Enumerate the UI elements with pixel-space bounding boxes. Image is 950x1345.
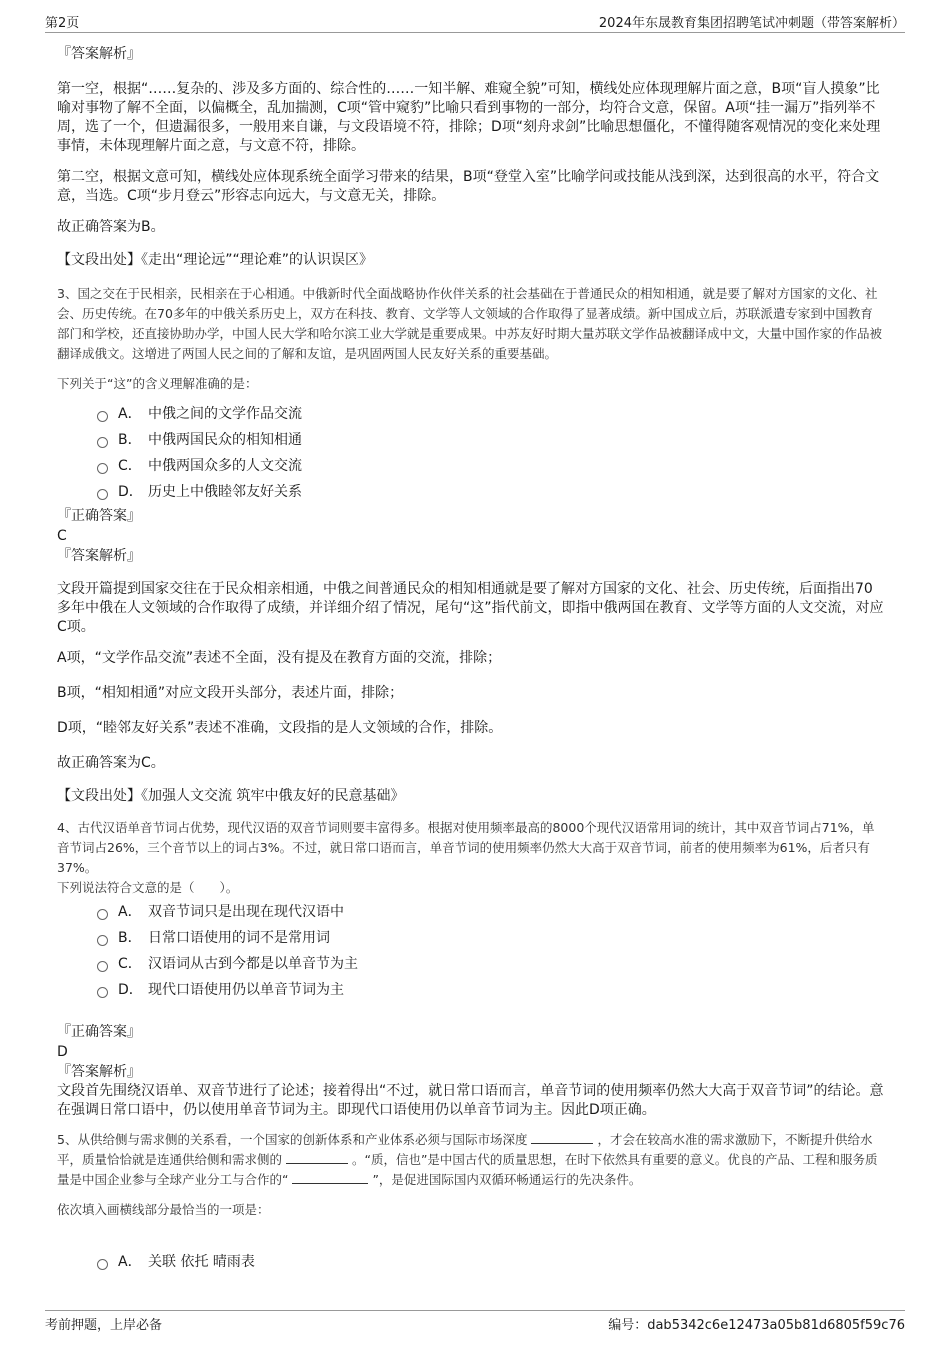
radio-icon[interactable]	[97, 463, 108, 474]
q5-stem: 5、从供给侧与需求侧的关系看，一个国家的创新体系和产业体系必须与国际市场深度 ，才会在较高水准的需求激励下，不断提升供给水平，质量恰恰就是连通供给侧和需求侧的 。“质，信也”是中国古代的质量思想，在时下依然具有重要的意义。优良的产品、工程和服务质量是中国企业参与全球产业分工与合作的“ ”，是促进国际国内双循环畅通运行的先决条件。	[57, 1132, 878, 1187]
q2-source	[57, 251, 885, 270]
q2-analysis-p1: 第一空，根据“……复杂的、涉及多方面的、综合性的……一知半解、难窥全貌”可知，横线处应体现理解片面之意，B项“盲人摸象”比喻对事物了解不全面，以偏概全，乱加揣测，C项“管中窥豹”比喻只看到事物的一部分，均符合文意，保留。A项“挂一漏万”指列举不周，选了一个，但遗漏很多，一般用来自谦，与文段语境不符，排除；D项“刻舟求剑”比喻思想僵化，不懂得随客观情况的变化来处理事情，未体现理解片面之意，与文意不符，排除。	[57, 81, 881, 154]
document-id: 编号：dab5342c6e12473a05b81d6805f59c76	[608, 1318, 905, 1333]
q3-source	[57, 787, 885, 806]
q3-answer: C	[57, 528, 67, 544]
q3-question: 下列关于“这”的含义理解准确的是：	[57, 376, 258, 391]
radio-icon[interactable]	[97, 909, 108, 920]
radio-icon[interactable]	[97, 987, 108, 998]
footer-divider	[45, 1310, 905, 1311]
source-label: 【文段出处】	[57, 788, 141, 804]
q2-analysis-p2: 第二空，根据文意可知，横线处应体现系统全面学习带来的结果，B项“登堂入室”比喻学问或技能从浅到深，达到很高的水平，符合文意，当选。C项“步月登云”形容志向远大，与文意无关，排除。	[57, 169, 880, 204]
answer-analysis-label: 『答案解析』	[57, 548, 141, 564]
q3-analysis-d: D项，“睦邻友好关系”表述不准确，文段指的是人文领域的合作，排除。	[57, 720, 503, 736]
q3-options	[97, 404, 885, 502]
header-divider	[45, 32, 905, 33]
q3-option-b[interactable]: B． 中俄两国民众的相知相通	[97, 430, 885, 450]
q4-options	[97, 902, 885, 1000]
radio-icon[interactable]	[97, 489, 108, 500]
document-title: 2024年东晟教育集团招聘笔试冲刺题（带答案解析）	[598, 16, 905, 31]
answer-analysis-label: 『答案解析』	[57, 1064, 141, 1080]
radio-icon[interactable]	[97, 935, 108, 946]
q5-blank-2	[286, 1152, 348, 1164]
q4-option-b[interactable]: B． 日常口语使用的词不是常用词	[97, 928, 885, 948]
q4-option-c[interactable]: C． 汉语词从古到今都是以单音节为主	[97, 954, 885, 974]
q3-analysis-p1: 文段开篇提到国家交往在于民众相亲相通，中俄之间普通民众的相知相通就是要了解对方国家的文化、社会、历史传统，后面指出70多年中俄在人文领域的合作取得了成绩，并详细介绍了情况，尾句“这”指代前文，即指中俄两国在教育、文学等方面的人文交流，对应C项。	[57, 581, 884, 635]
q2-conclusion: 故正确答案为B。	[57, 219, 165, 235]
footer-slogan: 考前押题，上岸必备	[45, 1318, 163, 1333]
q4-option-a[interactable]: A． 双音节词只是出现在现代汉语中	[97, 902, 885, 922]
q4-stem: 4、古代汉语单音节词占优势，现代汉语的双音节词则要丰富得多。根据对使用频率最高的8000个现代汉语常用词的统计，其中双音节词占71%，单音节词占26%，三个音节以上的词占3%。不过，就日常口语而言，单音节词的使用频率仍然大大高于双音节词，前者的使用频率为61%，后者只有37%。	[57, 820, 875, 875]
q3-analysis-b: B项，“相知相通”对应文段开头部分，表述片面，排除；	[57, 685, 404, 701]
q5-blank-3	[292, 1172, 368, 1184]
q3-conclusion: 故正确答案为C。	[57, 755, 165, 771]
source-label: 【文段出处】	[57, 252, 141, 268]
q3-option-a[interactable]: A． 中俄之间的文学作品交流	[97, 404, 885, 424]
correct-answer-label: 『正确答案』	[57, 1024, 141, 1040]
q3-stem: 3、国之交在于民相亲，民相亲在于心相通。中俄新时代全面战略协作伙伴关系的社会基础在于普通民众的相知相通，就是要了解对方国家的文化、社会、历史传统。在70多年的中俄关系历史上，双方在科技、教育、文学等人文领域的合作取得了显著成绩。新中国成立后，苏联派遣专家到中国教育部门和学校，还直接协助办学，中国人民大学和哈尔滨工业大学就是重要成果。中苏友好时期大量苏联文学作品被翻译成中文，大量中国作家的作品被翻译成俄文。这增进了两国人民之间的了解和友谊，是巩固两国人民友好关系的重要基础。	[57, 286, 883, 361]
q2-source-title: 《走出“理论远”“理论难”的认识误区》	[141, 252, 374, 268]
q3-option-d[interactable]: D． 历史上中俄睦邻友好关系	[97, 482, 885, 502]
page-content	[57, 44, 885, 1272]
q5-question: 依次填入画横线部分最恰当的一项是：	[57, 1202, 270, 1217]
q4-answer: D	[57, 1044, 68, 1060]
q4-analysis: 文段首先围绕汉语单、双音节进行了论述；接着得出“不过，就日常口语而言，单音节词的使用频率仍然大大高于双音节词”的结论。意在强调日常口语中，仍以使用单音节词为主。即现代口语使用仍以单音节词为主。因此D项正确。	[57, 1083, 884, 1118]
q5-option-a[interactable]: A． 关联 依托 晴雨表	[97, 1252, 885, 1272]
page-number: 第2页	[45, 16, 80, 31]
q4-option-d[interactable]: D． 现代口语使用仍以单音节词为主	[97, 980, 885, 1000]
radio-icon[interactable]	[97, 1259, 108, 1270]
page-header	[0, 0, 950, 34]
q3-analysis-a: A项，“文学作品交流”表述不全面，没有提及在教育方面的交流，排除；	[57, 650, 502, 666]
radio-icon[interactable]	[97, 411, 108, 422]
q5-options	[97, 1252, 885, 1272]
answer-analysis-label: 『答案解析』	[57, 46, 141, 62]
radio-icon[interactable]	[97, 437, 108, 448]
q4-question: 下列说法符合文意的是（ ）。	[57, 880, 239, 895]
q3-source-title: 《加强人文交流 筑牢中俄友好的民意基础》	[141, 788, 405, 804]
correct-answer-label: 『正确答案』	[57, 508, 141, 524]
q5-blank-1	[531, 1132, 593, 1144]
radio-icon[interactable]	[97, 961, 108, 972]
q3-option-c[interactable]: C． 中俄两国众多的人文交流	[97, 456, 885, 476]
